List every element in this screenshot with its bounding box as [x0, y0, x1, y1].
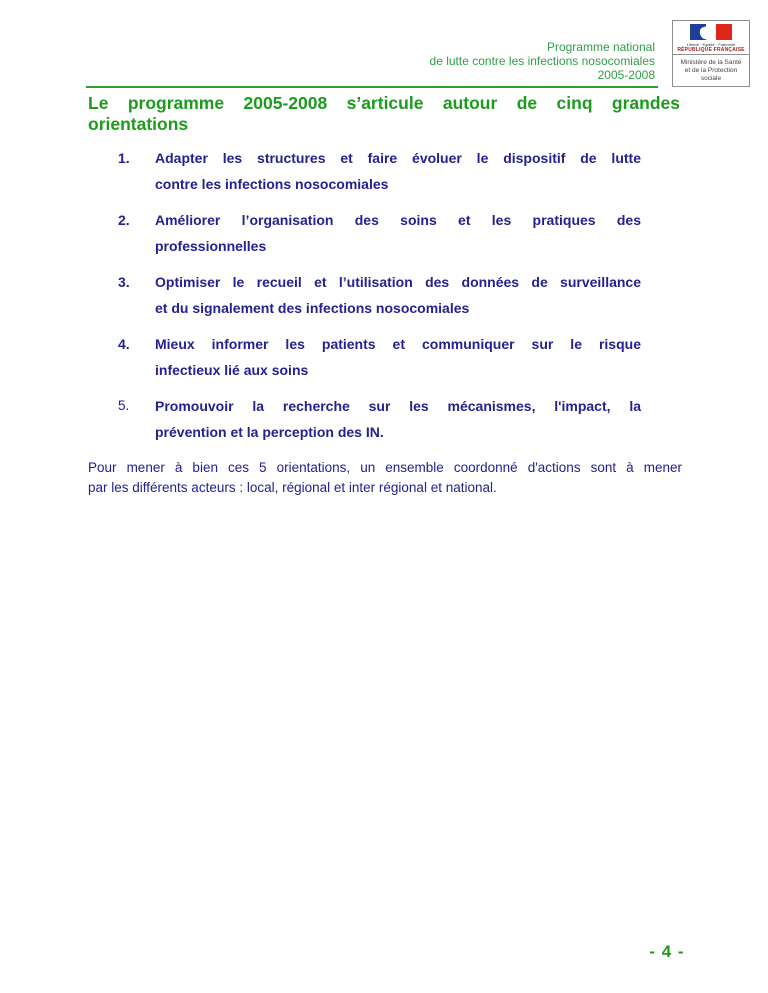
orientation-item-1: [118, 145, 641, 197]
header-line-2: de lutte contre les infections nosocomiales: [429, 54, 655, 68]
header-line-3: 2005-2008: [597, 68, 655, 82]
page-title-line-1: Le programme 2005-2008 s’articule autour de cinq grandes: [88, 93, 680, 113]
item-text-line-2: et du signalement des infections nosocomiales: [155, 300, 470, 316]
paragraph-line-2: par les différents acteurs : local, régional et inter régional et national.: [88, 480, 497, 495]
item-number: 2.: [118, 212, 130, 228]
republic-name: RÉPUBLIQUE FRANÇAISE: [677, 47, 745, 53]
item-number: 3.: [118, 274, 130, 290]
item-text-line-2: contre les infections nosocomiales: [155, 176, 389, 192]
item-number: 5.: [118, 398, 130, 413]
ministry-logo: [672, 20, 750, 87]
paragraph-line-1: Pour mener à bien ces 5 orientations, un ensemble coordonné d'actions sont à mener: [88, 460, 682, 475]
ministry-name: [673, 54, 749, 86]
item-number: 1.: [118, 150, 130, 166]
republic-logo-block: [673, 21, 749, 54]
item-text-line-2: prévention et la perception des IN.: [155, 424, 384, 440]
page-title-line-2: orientations: [88, 114, 189, 134]
orientations-list: [118, 145, 641, 455]
orientation-item-3: [118, 269, 641, 321]
item-number: 4.: [118, 336, 130, 352]
item-text-line-2: infectieux lié aux soins: [155, 362, 309, 378]
item-text-line-1: Mieux informer les patients et communiquer sur le risque: [155, 336, 641, 352]
item-text-line-1: Améliorer l’organisation des soins et les pratiques des: [155, 212, 641, 228]
page-number: - 4 -: [649, 942, 685, 961]
republic-motto: Liberté · Égalité · Fraternité: [686, 42, 736, 47]
item-text-line-2: professionnelles: [155, 238, 267, 254]
header-title-block: [430, 40, 655, 82]
french-flag-icon: [690, 24, 732, 40]
item-text-line-1: Promouvoir la recherche sur les mécanismes, l'impact, la: [155, 398, 641, 414]
ministry-name-line-2: et de la Protection sociale: [684, 67, 738, 82]
page-title: [88, 93, 680, 135]
item-text-line-1: Adapter les structures et faire évoluer le dispositif de lutte: [155, 150, 641, 166]
orientation-item-4: [118, 331, 641, 383]
orientation-item-5: [118, 393, 641, 445]
ministry-name-line-1: Ministère de la Santé: [680, 59, 742, 66]
item-text-line-1: Optimiser le recueil et l’utilisation des données de surveillance: [155, 274, 641, 290]
header-separator-rule: [86, 86, 658, 88]
orientation-item-2: [118, 207, 641, 259]
header-line-1: Programme national: [546, 40, 655, 54]
closing-paragraph: [88, 458, 682, 498]
